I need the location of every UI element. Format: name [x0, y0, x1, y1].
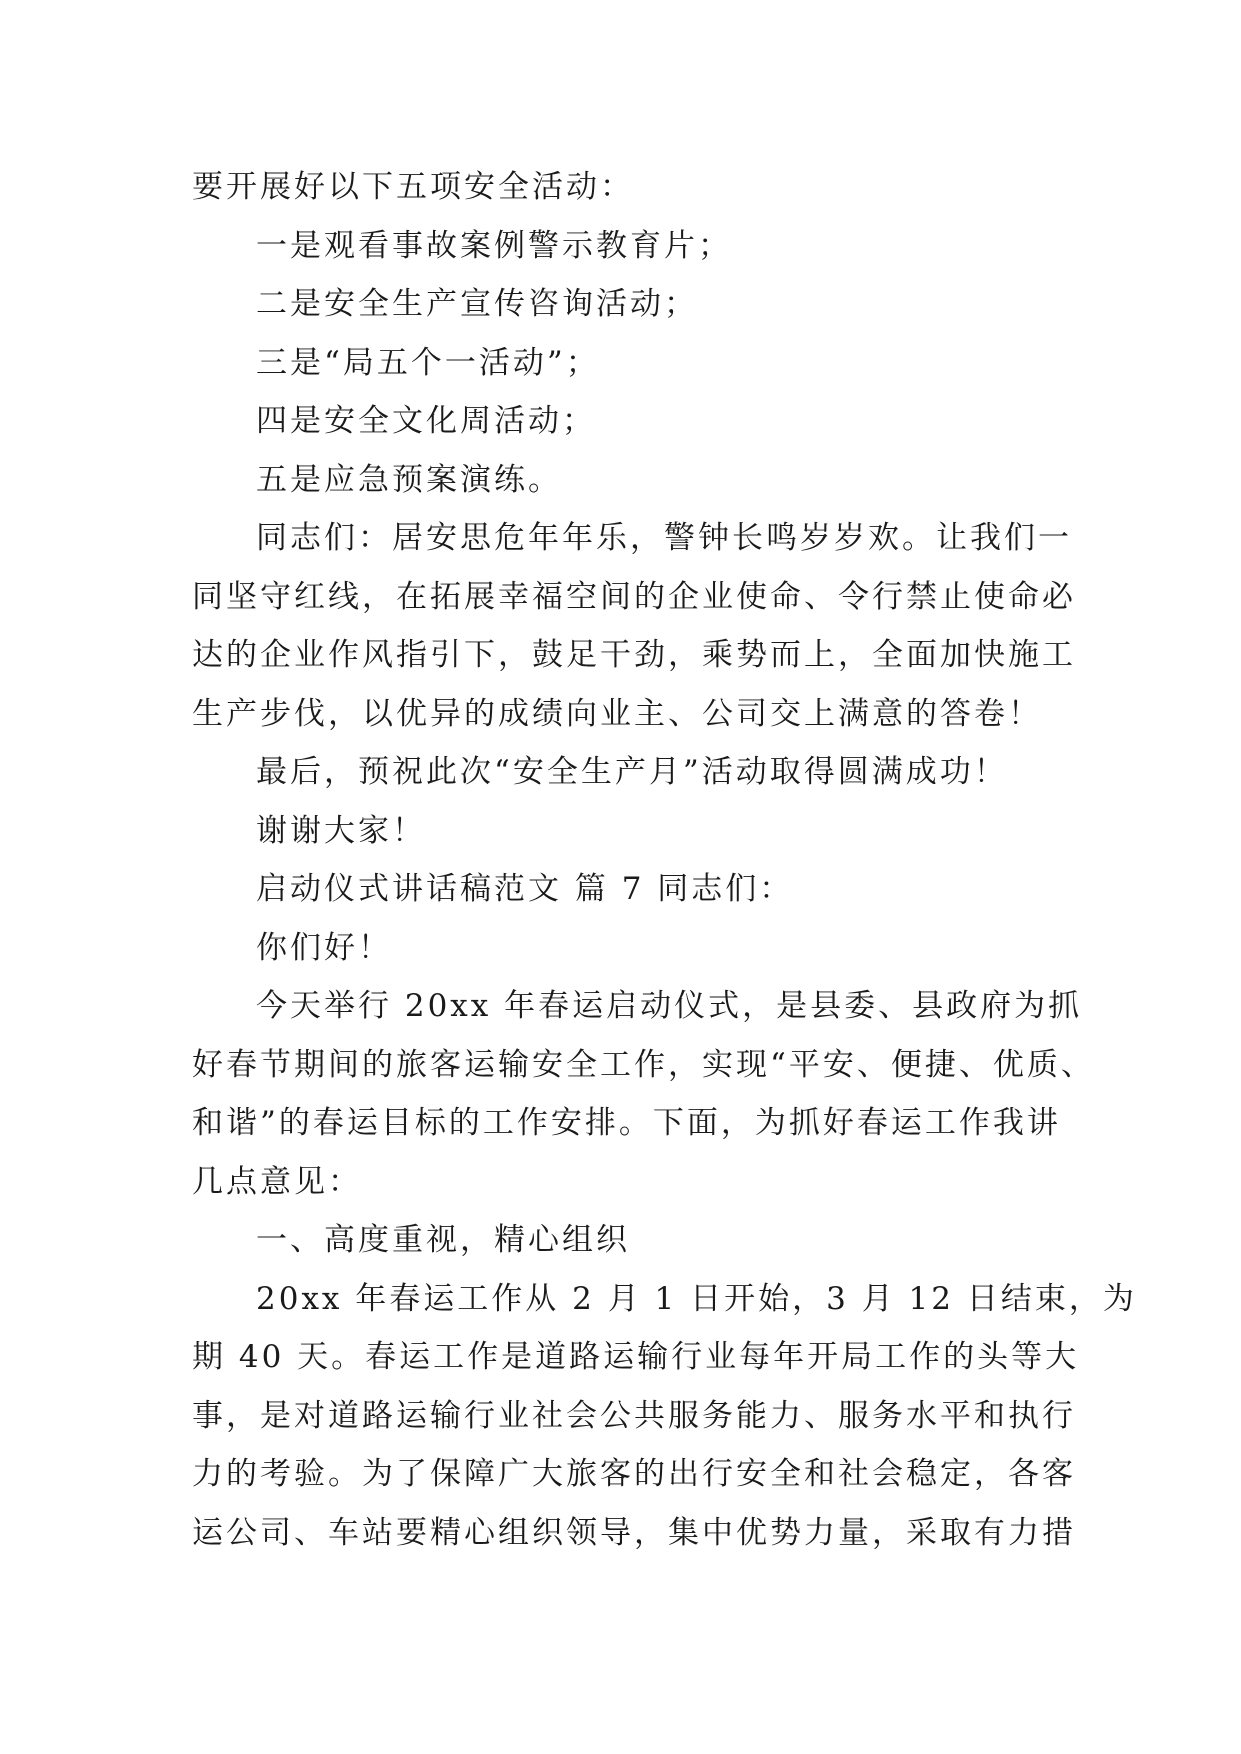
text-line: 最后，预祝此次“安全生产月”活动取得圆满成功！: [256, 754, 1008, 790]
text-line: 事，是对道路运输行业社会公共服务能力、服务水平和执行: [192, 1397, 1076, 1434]
text-line: 运公司、车站要精心组织领导，集中优势力量，采取有力措: [192, 1514, 1076, 1551]
text-line: 好春节期间的旅客运输安全工作，实现“平安、便捷、优质、: [192, 1046, 1095, 1083]
text-line: 要开展好以下五项安全活动：: [192, 169, 634, 205]
text-line: 二是安全生产宣传咨询活动；: [256, 286, 698, 322]
text-line: 你们好！: [256, 929, 392, 966]
text-line: 今天举行 20xx 年春运启动仪式，是县委、县政府为抓: [256, 988, 1083, 1024]
text-line: 同志们：居安思危年年乐，警钟长鸣岁岁欢。让我们一: [256, 520, 1072, 556]
document-body: [192, 158, 1137, 1562]
text-line: 力的考验。为了保障广大旅客的出行安全和社会稳定，各客: [192, 1456, 1076, 1492]
text-line: 期 40 天。春运工作是道路运输行业每年开局工作的头等大: [192, 1339, 1080, 1375]
text-line: 四是安全文化周活动；: [256, 403, 596, 439]
text-line: 几点意见：: [192, 1163, 362, 1200]
text-line: 和谐”的春运目标的工作安排。下面，为抓好春运工作我讲: [192, 1105, 1061, 1141]
text-line: 同坚守红线，在拓展幸福空间的企业使命、令行禁止使命必: [192, 578, 1076, 615]
section-heading: 启动仪式讲话稿范文 篇 7 同志们：: [256, 871, 794, 907]
text-line: 20xx 年春运工作从 2 月 1 日开始，3 月 12 日结束，为: [256, 1280, 1137, 1317]
text-line: 五是应急预案演练。: [256, 461, 562, 498]
text-line: 生产步伐，以优异的成绩向业主、公司交上满意的答卷！: [192, 695, 1042, 732]
text-line: 一是观看事故案例警示教育片；: [256, 227, 732, 264]
text-line: 达的企业作风指引下，鼓足干劲，乘势而上，全面加快施工: [192, 637, 1076, 673]
subsection-heading: 一、高度重视，精心组织: [256, 1222, 630, 1258]
text-line: 三是“局五个一活动”；: [256, 344, 600, 381]
text-line: 谢谢大家！: [256, 812, 426, 849]
